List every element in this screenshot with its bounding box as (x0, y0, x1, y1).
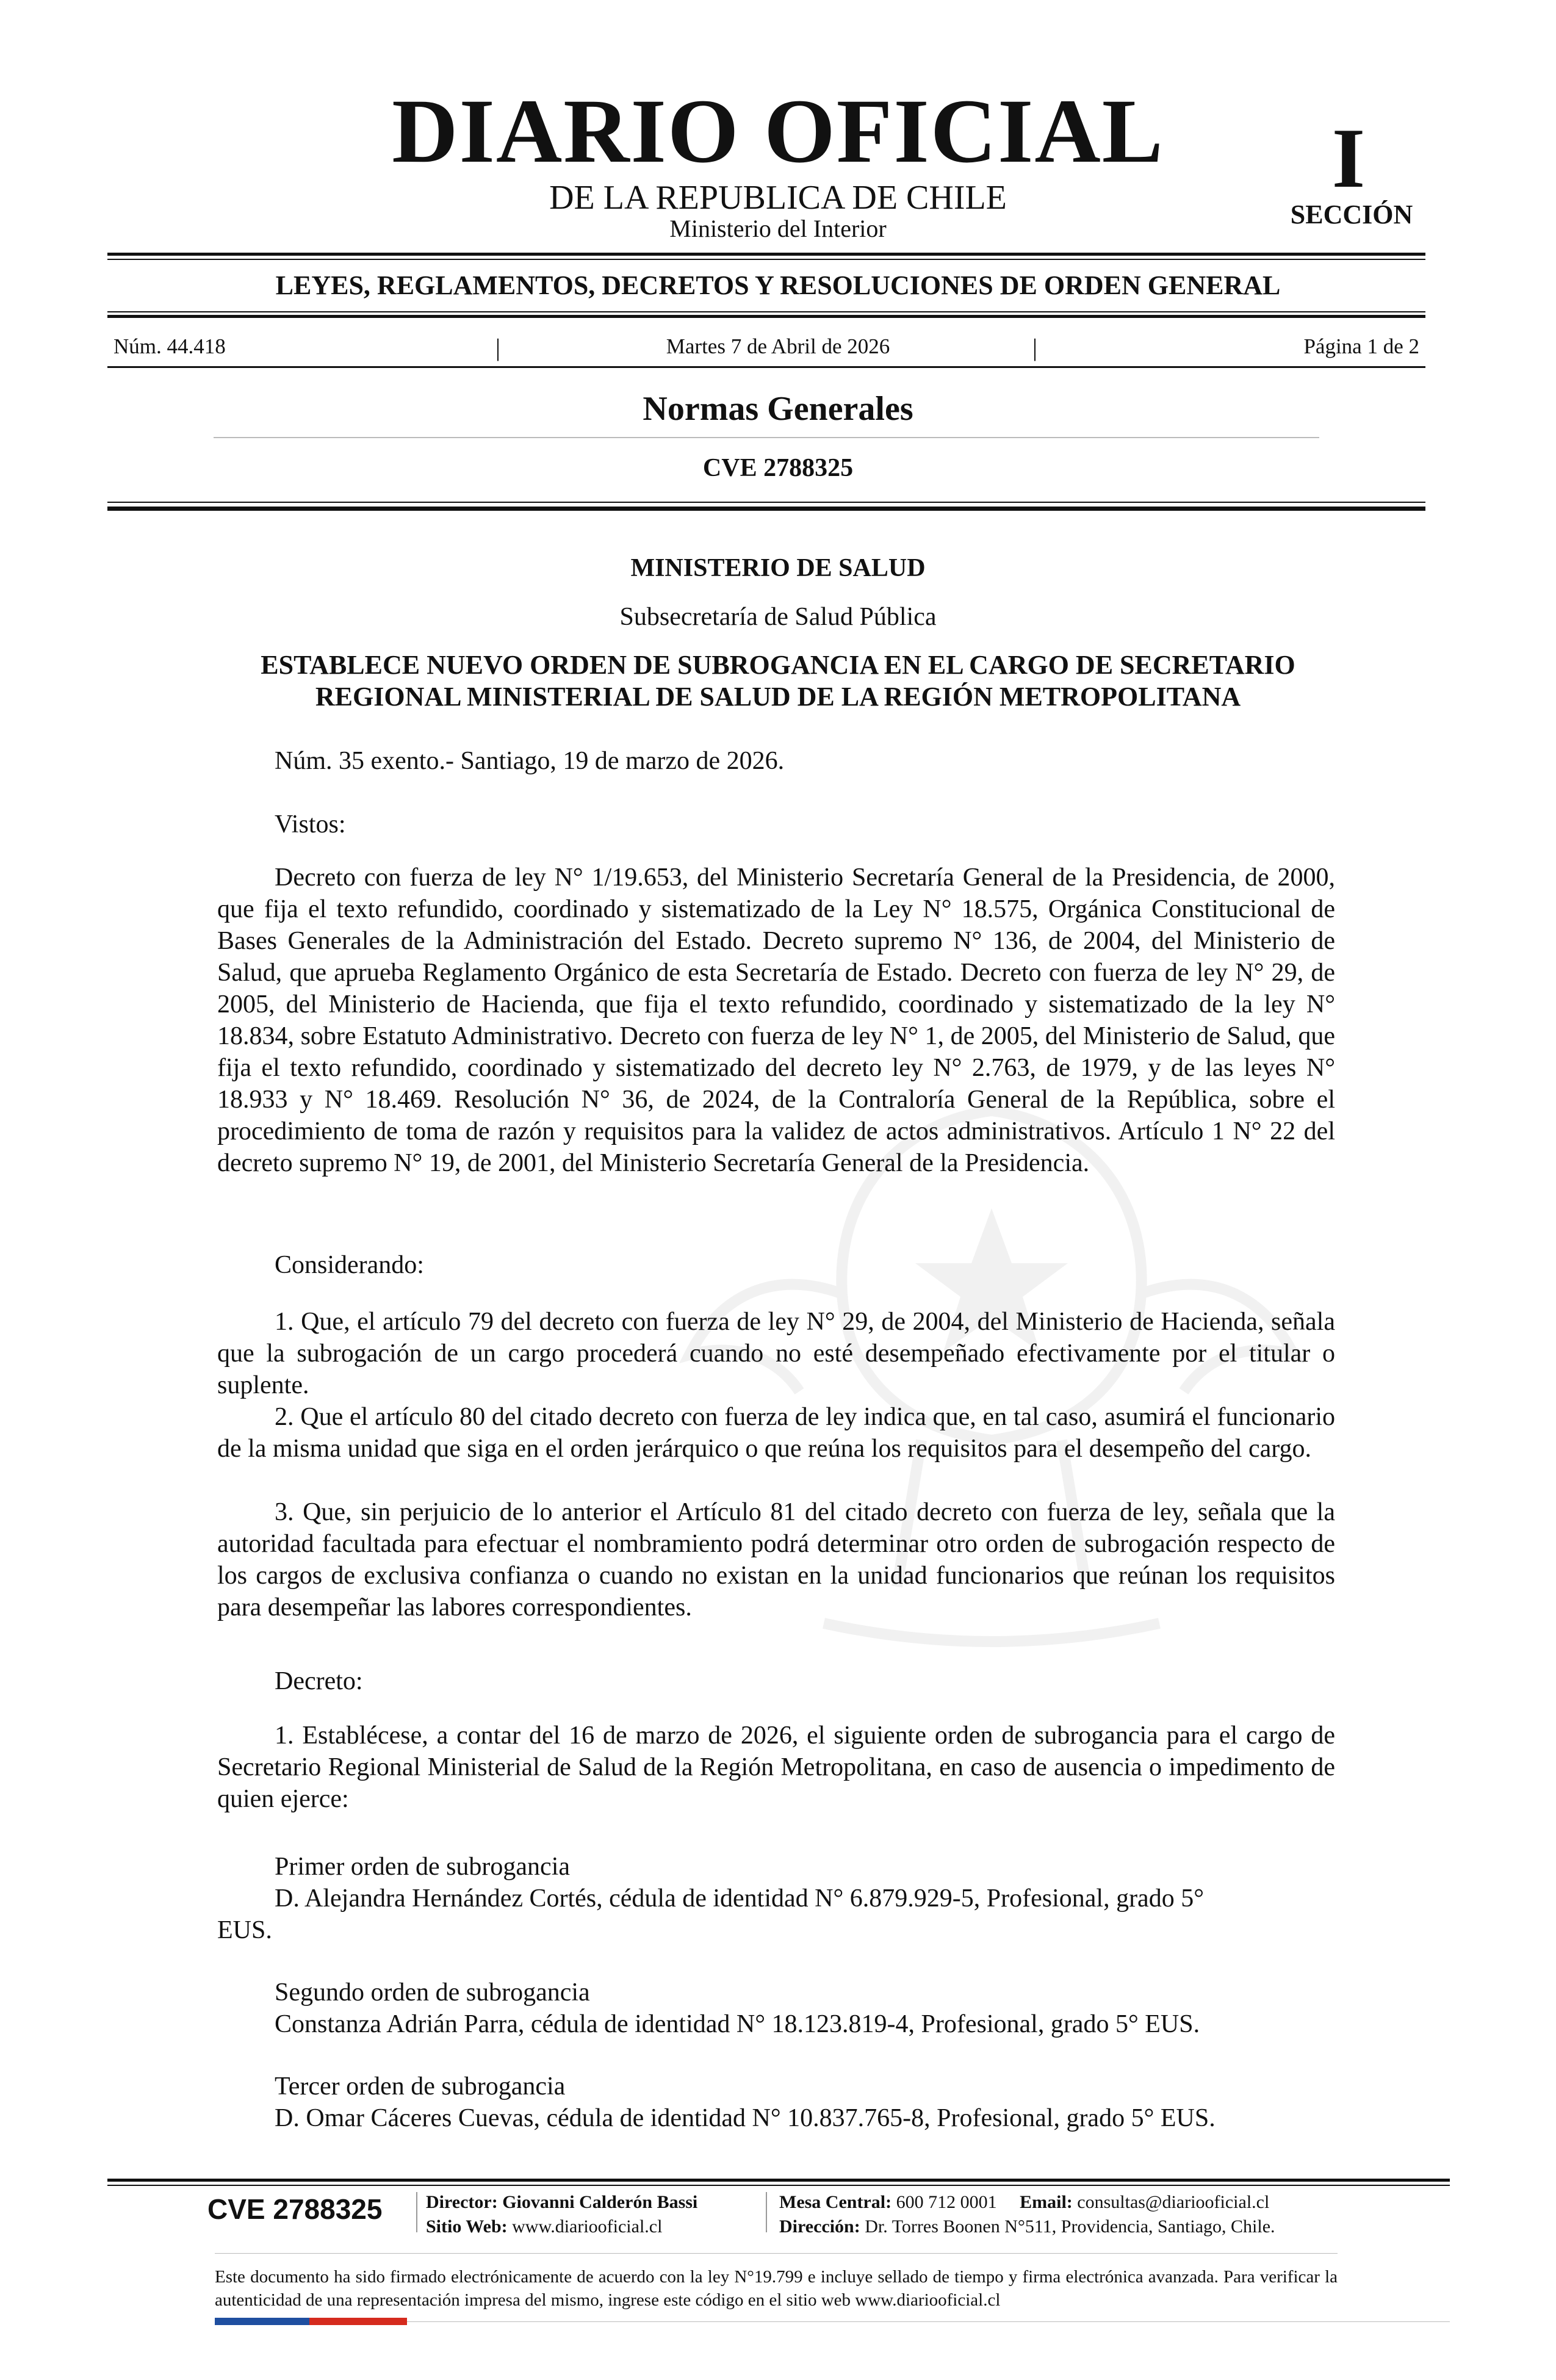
considerando-item: 2. Que el artículo 80 del citado decreto con fuerza de ley indica que, en tal caso, asumirá el funcionario de la misma unidad que siga en el orden jerárquico o que reúna los requisitos para el desempeño del cargo. (217, 1403, 1335, 1463)
category-rule (214, 437, 1319, 438)
phone-number: 600 712 0001 (896, 2192, 997, 2212)
order-person: Constanza Adrián Parra, cédula de identidad N° 18.123.819-4, Profesional, grado 5° EUS. (275, 2010, 1200, 2038)
header-rule-thin (107, 502, 1425, 503)
vistos-paragraph: Decreto con fuerza de ley N° 1/19.653, del Ministerio Secretaría General de la Presidencia, de 2000, que fija el texto refundido, coordinado y sistematizado de la Ley N° 18.575, Orgánica Constitucional de Bases Generales de la Administración del Estado. Decreto supremo N° 136, de 2004, del Ministerio de Salud, que aprueba Reglamento Orgánico de esta Secretaría de Estado. Decreto con fuerza de ley N° 29, de 2005, del Ministerio de Hacienda, que fija el texto refundido, coordinado y sistematizado de la ley N° 18.834, sobre Estatuto Administrativo. Decreto con fuerza de ley N° 1, de 2005, del Ministerio de Salud, que fija el texto refundido, coordinado y sistematizado del decreto ley N° 2.763, de 1979, y de las leyes N° 18.933 y N° 18.469. Resolución N° 36, de 2024, de la Contraloría General de la República, sobre el procedimiento de toma de razón y requisitos para la validez de actos administrativos. Artículo 1 N° 22 del decreto supremo N° 19, de 2001, del Ministerio Secretaría General de la Presidencia. (217, 864, 1335, 1177)
footer-rule-thick (107, 2179, 1450, 2182)
footer-cve-code: CVE 2788325 (207, 2193, 383, 2225)
order-label: Segundo orden de subrogancia (275, 1978, 590, 2007)
order-person: D. Omar Cáceres Cuevas, cédula de identidad N° 10.837.765-8, Profesional, grado 5° EUS. (275, 2104, 1216, 2132)
newspaper-subtitle: DE LA REPUBLICA DE CHILE (549, 179, 1007, 217)
email-label: Email: (1020, 2192, 1073, 2212)
order-label: Tercer orden de subrogancia (275, 2072, 566, 2101)
suborganism-name: Subsecretaría de Salud Pública (619, 603, 937, 631)
footer-divider (416, 2192, 417, 2232)
contact-line (779, 2193, 1269, 2212)
phone-label: Mesa Central: (779, 2192, 892, 2212)
band-rule-thin (107, 311, 1425, 312)
meta-rule (107, 366, 1425, 368)
considerando-item: 3. Que, sin perjuicio de lo anterior el Artículo 81 del citado decreto con fuerza de ley, señala que la autoridad facultada para efectuar el nombramiento podrá determinar otro orden de subrogación respecto de los cargos de exclusiva confianza o cuando no existan en la unidad funcionarios que reúnan los requisitos para desempeñar las labores correspondientes. (217, 1498, 1335, 1621)
considerando-item: 1. Que, el artículo 79 del decreto con fuerza de ley N° 29, de 2004, del Ministerio de Hacienda, señala que la subrogación de un cargo procederá cuando no esté desempeñado efectivamente por el titular o suplente. (217, 1308, 1335, 1399)
issue-date: Martes 7 de Abril de 2026 (666, 334, 890, 358)
decreto-article: 1. Establécese, a contar del 16 de marzo de 2026, el siguiente orden de subrogancia para el cargo de Secretario Regional Ministerial de Salud de la Región Metropolitana, en caso de ausencia o impedimento de quien ejerce: (217, 1722, 1335, 1813)
flag-stripe-rule (407, 2321, 1450, 2322)
address-line (779, 2218, 1275, 2236)
address-text: Dr. Torres Boonen N°511, Providencia, Santiago, Chile. (865, 2216, 1275, 2237)
legal-rule (215, 2253, 1338, 2254)
address-label: Dirección: (779, 2216, 860, 2237)
director-label: Director: (426, 2192, 498, 2212)
flag-stripe-red (309, 2318, 407, 2325)
header-rule-thick (107, 507, 1425, 511)
vistos-heading: Vistos: (275, 810, 346, 838)
flag-stripe-blue (215, 2318, 309, 2325)
footer-divider (766, 2192, 767, 2232)
meta-separator: | (495, 334, 501, 361)
section-label: SECCIÓN (1290, 200, 1413, 229)
considerando-heading: Considerando: (275, 1251, 424, 1279)
document-title-line: REGIONAL MINISTERIAL DE SALUD DE LA REGIÓN METROPOLITANA (315, 682, 1241, 712)
website-label: Sitio Web: (426, 2216, 508, 2237)
masthead-rule-thin (107, 259, 1425, 260)
ministry-label: Ministerio del Interior (669, 215, 887, 242)
masthead-rule-thick (107, 253, 1425, 256)
director-line (426, 2193, 697, 2212)
issue-number: Núm. 44.418 (113, 334, 226, 358)
order-person: D. Alejandra Hernández Cortés, cédula de identidad N° 6.879.929-5, Profesional, grado 5° (275, 1884, 1204, 1913)
email-link[interactable]: consultas@diariooficial.cl (1077, 2192, 1270, 2212)
director-name: Giovanni Calderón Bassi (502, 2192, 698, 2212)
section-band-title: LEYES, REGLAMENTOS, DECRETOS Y RESOLUCIONES DE ORDEN GENERAL (275, 270, 1281, 300)
newspaper-title: DIARIO OFICIAL (392, 81, 1164, 182)
section-number: I (1331, 111, 1366, 206)
document-title-line: ESTABLECE NUEVO ORDEN DE SUBROGANCIA EN EL CARGO DE SECRETARIO (261, 650, 1295, 680)
decree-number: Núm. 35 exento.- Santiago, 19 de marzo de 2026. (275, 747, 785, 775)
website-line (426, 2218, 662, 2236)
page-indicator: Página 1 de 2 (1303, 334, 1419, 358)
decreto-heading: Decreto: (275, 1667, 363, 1695)
organism-name: MINISTERIO DE SALUD (630, 554, 926, 582)
category-heading: Normas Generales (643, 390, 913, 428)
meta-separator: | (1032, 334, 1038, 361)
legal-notice: Este documento ha sido firmado electrónicamente de acuerdo con la ley N°19.799 e incluye sellado de tiempo y firma electrónica avanzada. Para verificar la autenticidad de una representación impresa del mismo, ingrese este código en el sitio web www.diariooficial.cl (215, 2267, 1338, 2310)
cve-code: CVE 2788325 (702, 454, 854, 482)
footer-rule-thin (107, 2185, 1450, 2186)
band-rule-thick (107, 315, 1425, 318)
website-link[interactable]: www.diariooficial.cl (512, 2216, 663, 2237)
order-person-cont: EUS. (217, 1916, 272, 1944)
order-label: Primer orden de subrogancia (275, 1853, 571, 1881)
